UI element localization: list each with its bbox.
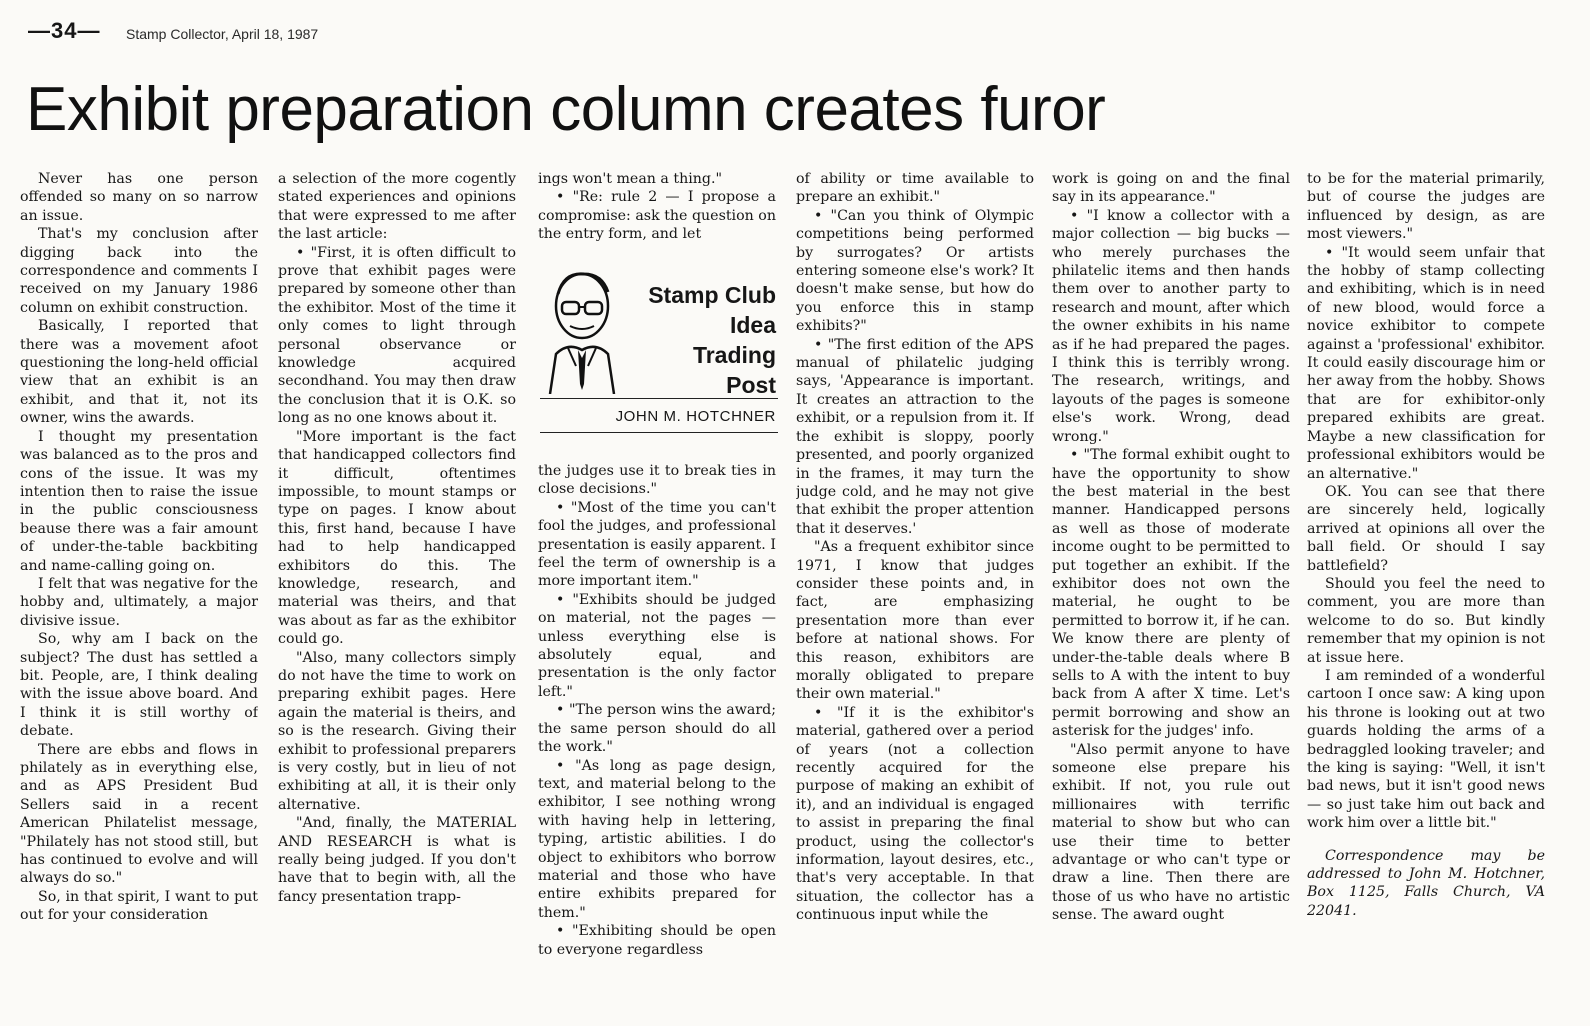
article-column-4: [796, 170, 1034, 1008]
paragraph: "And, finally, the MATERIAL AND RESEARCH is what is really being judged. If you don't have that to begin with, all the fancy presentation trapp-: [278, 815, 516, 905]
paragraph: "As a frequent exhibitor since 1971, I know that judges consider these points and, in fact, are emphasizing presentation more than ever before at national shows. For this reason, exhibitors are morally obligated to prepare their own material.": [796, 539, 1034, 703]
paragraph: • "Exhibiting should be open to everyone regardless: [538, 923, 776, 958]
paragraph: I felt that was negative for the hobby and, ultimately, a major divisive issue.: [20, 575, 258, 629]
paragraph: "Also, many collectors simply do not have the time to work on preparing exhibit pages. Here again the material is theirs, and so is the research. Giving their exhibit to professional preparers is very costly, but in lieu of not exhibiting at all, it is their only alternative.: [278, 649, 516, 813]
paragraph: I am reminded of a wonderful cartoon I once saw: A king upon his throne is looking out at two guards holding the arms of a bedraggled looking traveler; and the king is saying: "Well, it isn't bad news, but it isn't good news — so just take him out back and work him over a little bit.": [1307, 667, 1545, 832]
article-column-5: [1052, 170, 1290, 1008]
paragraph: • "As long as page design, text, and material belong to the exhibitor, I see nothing wrong with having help in lettering, typing, artistic abilities. I do object to exhibitors who borrow material and those who have entire exhibits prepared for them.": [538, 757, 776, 921]
paragraph: So, why am I back on the subject? The dust has settled a bit. People, are, I think dealing with the issue above board. And I think it is still worthy of debate.: [20, 631, 258, 740]
paragraph: • "It would seem unfair that the hobby of stamp collecting and exhibiting, which is in need of new blood, would force a novice exhibitor to compete against a 'professional' exhibitor. It could easily discourage him or her away from the hobby. Shows that are for exhibitor-only prepared exhibits are great. Maybe a new classification for professional exhibitors would be an alternative.": [1307, 244, 1545, 482]
paragraph: ings won't mean a thing.": [538, 171, 723, 187]
paragraph: Basically, I reported that there was a movement afoot questioning the long-held official view that an exhibit is an exhibit, and that it, not its owner, wins the awards.: [20, 318, 258, 427]
logo-divider: [540, 398, 778, 399]
paragraph: • "I know a collector with a major collection — big bucks — who merely purchases the philatelic items and then hands them over to another party to research and mount, after which the owner exhibits in his name as if he had prepared the pages. I think this is terribly wrong. The research, writings, and layouts of the pages is someone else's work. Wrong, dead wrong.": [1052, 207, 1290, 445]
paragraph: • "Can you think of Olympic competitions being performed by surrogates? Or artists entering someone else's work? It doesn't make sense, but how do you enforce this in stamp exhibits?": [796, 207, 1034, 335]
logo-title-line: Trading: [692, 342, 776, 368]
correspondence-note: Correspondence may be addressed to John M. Hotchner, Box 1125, Falls Church, VA 22041.: [1307, 847, 1545, 919]
column-logo: [540, 262, 778, 433]
paragraph: OK. You can see that there are sincerely held, logically arrived at opinions all over the ball field. Or should I say battlefield?: [1307, 483, 1545, 574]
paragraph: Never has one person offended so many on so narrow an issue.: [20, 171, 258, 224]
paragraph: • "The first edition of the APS manual of philatelic judging says, 'Appearance is important. It creates an attraction to the exhibit, or a repulsion from it. If the exhibit is sloppy, poorly presented, and poorly organized in the frames, it may turn the judge cold, and he may not give that exhibit the proper attention that it deserves.': [796, 336, 1034, 537]
paragraph: • "First, it is often difficult to prove that exhibit pages were prepared by someone other than the exhibitor. Most of the time it only comes to light through personal observance or knowledge acquired secondhand. You may then draw the conclusion that it is O.K. so long as no one knows about it.: [278, 244, 516, 427]
logo-title-line: Stamp Club: [648, 282, 776, 308]
paragraph: "More important is the fact that handicapped collectors find it difficult, oftentimes impossible, to mount stamps or type on pages. I know about this, first hand, because I have had to help handicapped exhibitors do this. The knowledge, research, and material was theirs, and that was about as far as the exhibitor could go.: [278, 428, 516, 648]
paragraph: • "Most of the time you can't fool the judges, and professional presentation is easily apparent. I feel the term of ownership is a more important item.": [538, 499, 776, 590]
columnist-byline: JOHN M. HOTCHNER: [615, 408, 776, 425]
paragraph: a selection of the more cogently stated experiences and opinions that were expressed to me after the last article:: [278, 171, 516, 243]
article-column-1: [20, 170, 258, 1008]
paragraph: "Also permit anyone to have someone else prepare his exhibit. If not, you rule out millionaires with terrific material to show but who can use their time to better advantage or who can't type or draw a line. Then there are those of us who have no artistic sense. The award ought: [1052, 741, 1290, 924]
page-number: —34—: [28, 18, 101, 43]
article-column-3-top: [538, 170, 776, 256]
logo-title-line: Post: [726, 372, 776, 398]
paragraph: work is going on and the final say in its appearance.": [1052, 171, 1290, 206]
article-column-6: [1307, 170, 1545, 1008]
paragraph: • "The formal exhibit ought to have the opportunity to show the best material in the best manner. Handicapped persons as well as those of moderate income ought to be permitted to put together an exhibit. If the exhibitor does not own the material, he ought to be permitted to borrow it, if he can. We know there are plenty of under-the-table deals where B sells to A with the intent to buy back from A after X time. Let's permit borrowing and show an asterisk for the judges' info.: [1052, 447, 1290, 740]
paragraph: That's my conclusion after digging back into the correspondence and comments I received on my January 1986 column on exhibit construction.: [20, 226, 258, 316]
publication-dateline: Stamp Collector, April 18, 1987: [126, 26, 319, 42]
paragraph: • "If it is the exhibitor's material, gathered over a period of years (not a collection recently acquired for the purpose of making an exhibit of it), and an individual is engaged to assist in preparing the final product, using the collector's information, layout desires, etc., that's very acceptable. In that situation, the collector has a continuous input while the: [796, 704, 1034, 924]
paragraph: Should you feel the need to comment, you are more than welcome to do so. But kindly remember that my opinion is not at issue here.: [1307, 575, 1545, 666]
column-logo-title: [606, 280, 776, 400]
paragraph: • "The person wins the award; the same person should do all the work.": [538, 702, 776, 756]
paragraph: There are ebbs and flows in philately as in everything else, and as APS President Bud Sellers said in a recent American Philatelist message, "Philately has not stood still, but has continued to evolve and will always do so.": [20, 741, 258, 887]
paragraph: • "Exhibits should be judged on material, not the pages — unless everything else is absolutely equal, and presentation is the only factor left.": [538, 591, 776, 700]
paragraph: of ability or time available to prepare an exhibit.": [796, 171, 1034, 206]
paragraph: • "Re: rule 2 — I propose a compromise: ask the question on the entry form, and let: [538, 189, 776, 243]
paragraph: I thought my presentation was balanced as to the pros and cons of the issue. It was my intention then to raise the issue in the public consciousness beause there was a fair amount of under-the-table backbiting and name-calling going on.: [20, 428, 258, 574]
article-column-2: [278, 170, 516, 1008]
logo-title-line: Idea: [729, 312, 776, 338]
paragraph: to be for the material primarily, but of course the judges are influenced by design, as are most viewers.": [1307, 171, 1545, 243]
article-headline: Exhibit preparation column creates furor: [26, 75, 1106, 144]
article-column-3-bottom: [538, 462, 776, 1002]
paragraph: So, in that spirit, I want to put out for your consideration: [20, 888, 258, 924]
paragraph: the judges use it to break ties in close decisions.": [538, 463, 776, 498]
